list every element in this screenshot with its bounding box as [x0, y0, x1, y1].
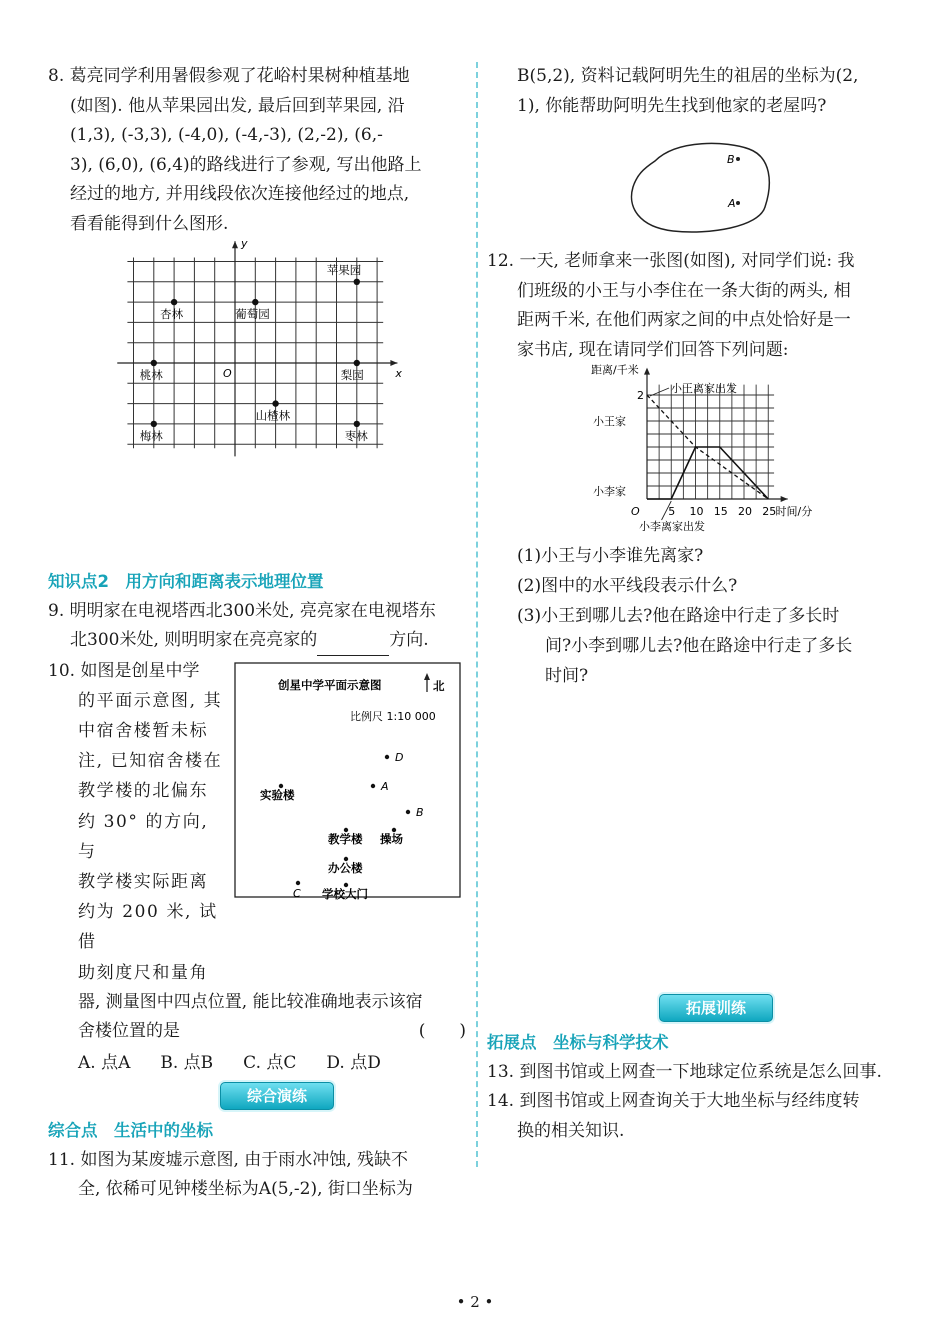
- q10-line: 助刻度尺和量角: [78, 962, 209, 983]
- place-dot: [272, 400, 278, 406]
- li-start-label: 小李离家出发: [639, 520, 705, 533]
- q10-line: 中宿舍楼暂未标: [78, 720, 209, 741]
- map-point-label: B: [416, 805, 424, 819]
- place-label: 山楂林: [255, 408, 291, 423]
- q12-line: 距两千米, 在他们两家之间的中点处恰好是一: [517, 310, 851, 330]
- x-axis-arrow: [781, 496, 788, 502]
- q10-line: 约为 200 米, 试借: [78, 902, 218, 953]
- orchard-coordinate-grid: [48, 237, 466, 462]
- campus-map: [234, 662, 462, 900]
- q12-sub-3: (3)小王到哪儿去?他在路途中行走了多长时: [517, 606, 840, 626]
- wang-start-label: 小王离家出发: [671, 382, 737, 395]
- q12-line: 们班级的小王与小李住在一条大街的两头, 相: [517, 280, 851, 301]
- x-axis-arrow: [390, 360, 397, 366]
- question-11: [48, 1146, 466, 1205]
- q9-text-end: 方向.: [389, 630, 429, 650]
- question-10: [48, 656, 466, 1079]
- place-dot: [354, 279, 360, 285]
- question-8: [48, 62, 466, 239]
- banner-comprehensive: 综合演练: [220, 1082, 334, 1110]
- ruins-map: [487, 127, 905, 237]
- place-dot: [252, 299, 258, 305]
- option-a[interactable]: A. 点A: [78, 1052, 131, 1073]
- q11-line: 1), 你能帮助阿明先生找到他家的老屋吗?: [517, 95, 827, 116]
- y-axis-label: 距离/千米: [591, 363, 639, 377]
- q12-sub-3: 间?小李到哪儿去?他在路途中行走了多长: [545, 636, 853, 656]
- map-point-label: D: [395, 750, 404, 764]
- y-tick-label: 2: [637, 389, 644, 402]
- place-label: 梅林: [139, 428, 163, 443]
- wang-home-label: 小王家: [593, 415, 626, 428]
- place-dot: [151, 421, 157, 427]
- map-point-label: A: [381, 779, 389, 793]
- q8-line: (1,3), (-3,3), (-4,0), (-4,-3), (2,-2), (6,-: [70, 125, 383, 145]
- ruins-outline: [632, 143, 770, 232]
- question-12: [487, 247, 905, 365]
- section-heading-2: 知识点2 用方向和距离表示地理位置: [48, 572, 324, 591]
- question-12-subquestions: [487, 541, 905, 691]
- place-label: 杏林: [160, 307, 184, 322]
- origin-label: O: [631, 505, 640, 518]
- q8-line: (如图). 他从苹果园出发, 最后回到苹果园, 沿: [70, 95, 405, 116]
- map-point-dot: [296, 880, 300, 884]
- point-a-label: A: [728, 197, 736, 210]
- q10-line: 舍楼位置的是: [78, 1021, 180, 1042]
- place-label: 苹果园: [326, 262, 362, 277]
- section-heading-4: 拓展点 坐标与科学技术: [487, 1033, 669, 1052]
- right-column: [487, 62, 905, 1146]
- distance-time-chart: [487, 363, 905, 533]
- column-divider: [476, 62, 478, 1167]
- x-tick-label: 25: [762, 505, 777, 518]
- q10-line: 10. 如图是创星中学: [48, 660, 200, 681]
- question-11-continued: [487, 62, 905, 121]
- q10-line: 器, 测量图中四点位置, 能比较准确地表示该宿: [78, 991, 423, 1012]
- q8-line: 8. 葛亮同学利用暑假参观了花峪村果树种植基地: [48, 66, 410, 86]
- map-scale: 比例尺 1:10 000: [350, 709, 436, 723]
- answer-blank[interactable]: [317, 637, 389, 656]
- origin-label: O: [223, 367, 232, 380]
- building-label: 办公楼: [328, 860, 363, 875]
- place-dot: [171, 299, 177, 305]
- answer-paren[interactable]: ( ): [418, 1021, 466, 1042]
- place-dot: [354, 421, 360, 427]
- north-arrow-head: [424, 673, 430, 680]
- q8-line: 看看能得到什么图形.: [70, 213, 229, 234]
- point-b-label: B: [727, 153, 735, 166]
- x-tick-label: 10: [689, 505, 704, 518]
- place-label: 梨园: [340, 368, 364, 382]
- q8-line: 经过的地方, 并用线段依次连接他经过的地点,: [70, 184, 410, 204]
- left-column: [48, 62, 466, 1205]
- building-label: 操场: [380, 831, 403, 846]
- x-axis-label: 时间/分: [775, 505, 813, 518]
- map-point-dot: [406, 809, 410, 813]
- q10-line: 的平面示意图, 其: [78, 690, 223, 711]
- q12-sub-2: (2)图中的水平线段表示什么?: [517, 576, 738, 596]
- section-heading-3: 综合点 生活中的坐标: [48, 1121, 213, 1141]
- q10-line: 注, 已知宿舍楼在: [78, 751, 223, 772]
- y-axis-arrow: [232, 241, 238, 248]
- place-label: 葡萄园: [235, 307, 270, 322]
- north-label: 北: [433, 678, 445, 693]
- q9-text: 北300米处, 则明明家在亮亮家的: [70, 630, 318, 650]
- question-14: [487, 1087, 905, 1146]
- q12-line: 12. 一天, 老师拿来一张图(如图), 对同学们说: 我: [487, 251, 855, 271]
- map-point-dot: [371, 783, 375, 787]
- map-point-dot: [385, 754, 389, 758]
- q8-line: 3), (6,0), (6,4)的路线进行了参观, 写出他路上: [70, 154, 422, 175]
- q10-line: 教学楼实际距离: [78, 871, 209, 892]
- question-9: [48, 597, 466, 656]
- building-label: 学校大门: [322, 886, 368, 901]
- x-tick-label: 20: [738, 505, 752, 518]
- banner-extension: 拓展训练: [659, 994, 773, 1022]
- building-label: 实验楼: [260, 787, 295, 802]
- point-b-dot: [736, 157, 740, 161]
- option-d[interactable]: D. 点D: [326, 1052, 381, 1073]
- q12-sub-3: 时间?: [545, 666, 589, 686]
- q10-line: 约 30° 的方向, 与: [78, 811, 209, 862]
- q11-line: B(5,2), 资料记载阿明先生的祖居的坐标为(2,: [517, 66, 859, 86]
- y-axis-arrow: [644, 368, 650, 375]
- map-title: 创星中学平面示意图: [278, 677, 382, 692]
- building-label: 教学楼: [328, 831, 363, 846]
- q10-line: 教学楼的北偏东: [78, 781, 209, 802]
- x-axis-label: x: [395, 367, 402, 380]
- x-tick-label: 15: [713, 505, 728, 518]
- q14-line: 14. 到图书馆或上网查询关于大地坐标与经纬度转: [487, 1091, 860, 1111]
- q9-line: 9. 明明家在电视塔西北300米处, 亮亮家在电视塔东: [48, 600, 436, 621]
- map-point-label: C: [293, 886, 301, 900]
- x-tick-label: 5: [668, 505, 676, 518]
- option-b[interactable]: B. 点B: [160, 1052, 214, 1073]
- question-13: 13. 到图书馆或上网查一下地球定位系统是怎么回事.: [487, 1061, 882, 1082]
- q11-line: 全, 依稀可见钟楼坐标为A(5,-2), 街口坐标为: [78, 1179, 413, 1200]
- q14-line: 换的相关知识.: [517, 1120, 625, 1141]
- q12-line: 家书店, 现在请同学们回答下列问题:: [517, 339, 789, 360]
- option-c[interactable]: C. 点C: [243, 1052, 297, 1073]
- q12-sub-1: (1)小王与小李谁先离家?: [517, 546, 704, 566]
- li-home-label: 小李家: [593, 485, 626, 498]
- y-axis-label: y: [241, 237, 248, 251]
- q11-line: 11. 如图为某废墟示意图, 由于雨水冲蚀, 残缺不: [48, 1149, 409, 1170]
- place-label: 枣林: [344, 428, 368, 443]
- point-a-dot: [736, 201, 740, 205]
- place-label: 桃林: [139, 368, 163, 382]
- page-number: • 2 •: [456, 1293, 494, 1311]
- place-dot: [151, 360, 157, 366]
- place-dot: [354, 360, 360, 366]
